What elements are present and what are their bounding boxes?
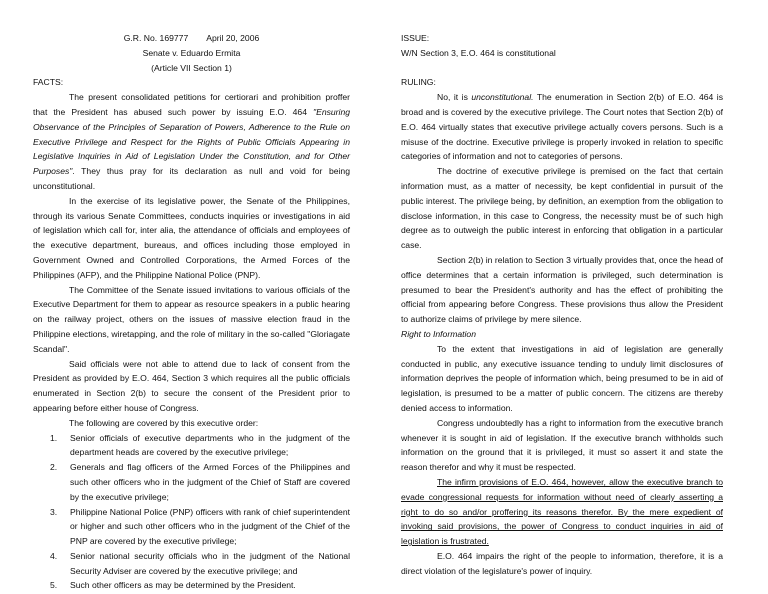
left-column	[33, 0, 350, 593]
list-text: Such other officers as may be determined by the President.	[70, 580, 296, 591]
list-intro: The following are covered by this executive order:	[69, 417, 259, 428]
list-number: 4.	[50, 550, 58, 561]
issue-text: W/N Section 3, E.O. 464 is constitutional	[401, 47, 556, 58]
facts-paragraph-1	[33, 90, 350, 194]
case-article: (Article VII Section 1)	[151, 62, 232, 73]
list-text: Philippine National Police (PNP) officers with rank of chief superintendent or higher and such other officers who in the judgment of the Chief of the PNP are covered by the executive privilege;	[70, 506, 350, 547]
list-number: 5.	[50, 580, 58, 591]
ruling-heading: RULING:	[401, 77, 436, 88]
ruling-p1-start: No, it is	[437, 92, 472, 103]
list-item	[33, 578, 350, 593]
case-number-line	[33, 31, 350, 46]
list-text: Generals and flag officers of the Armed Forces of the Philippines and such other officers who in the judgment of the Chief of Staff are covered by the executive privilege;	[70, 462, 350, 502]
issue-heading: ISSUE:	[401, 33, 430, 43]
list-text: Senior officials of executive departments who in the judgment of the department heads are covered by the executive privilege;	[70, 432, 350, 458]
right-column	[401, 0, 723, 578]
unconstitutional-italic: unconstitutional.	[471, 92, 534, 103]
covered-officials-list	[33, 431, 350, 594]
list-number: 1.	[50, 432, 58, 443]
ruling-paragraph-3: Section 2(b) in relation to Section 3 virtually provides that, once the head of office determines that a certain information is privileged, such determination is presumed to bear the President's authority and has the effect of prohibiting the official from appearing before Congress. These provisions thus allow the President to authorize claims of privilege by mere silence.	[401, 254, 723, 325]
ruling-p1-text: The enumeration in Section 2(b) of E.O. 464 is broad and is covered by the executive privilege. The Court notes that Section 2(b) of E.O. 464 virtually states that executive privilege actually covers persons. Such is a misuse of the doctrine. Executive privilege is properly invoked in relation to specific categories of information and not to categories of persons.	[401, 92, 723, 162]
ruling-paragraph-2: The doctrine of executive privilege is premised on the fact that certain information must, as a matter of necessity, be kept confidential in pursuit of the public interest. The privilege being, by definition, an exemption from the obligation to disclose information, in this case to Congress, the necessity must be of such high degree as to outweigh the public interest in enforcing that obligation in a particular case.	[401, 166, 723, 251]
case-title: Senate v. Eduardo Ermita	[142, 47, 241, 58]
facts-heading: FACTS:	[33, 77, 64, 88]
ruling-paragraph-1	[401, 90, 723, 164]
ruling-paragraph-underlined: The infirm provisions of E.O. 464, however, allow the executive branch to evade congressional requests for information without need of clearly asserting a right to do so and/or proffering its reasons therefor. By the mere expedient of invoking said provisions, the power of Congress to conduct inquiries in aid of legislation is frustrated.	[401, 476, 723, 547]
list-item	[33, 505, 350, 549]
right-to-information-subheading: Right to Information	[401, 328, 476, 339]
list-item	[33, 549, 350, 579]
facts-paragraph-4: Said officials were not able to attend due to lack of consent from the President as provided by E.O. 464, Section 3 which requires all the public officials enumerated in Section 2(b) to secure the consent of the President prior to appearing before either house of Congress.	[33, 358, 350, 413]
ruling-paragraph-4: To the extent that investigations in aid of legislation are generally conducted in public, any executive issuance tending to unduly limit disclosures of information deprives the people of information which, being presumed to be in aid of legislation, is presumed to be a matter of public concern. The citizens are thereby denied access to information.	[401, 343, 723, 413]
list-number: 2.	[50, 462, 58, 473]
eo-title-italic: "Ensuring Observance of the Principles of Separation of Powers, Adherence to the Rule on Executive Privilege and Respect for the Rights of Public Officials Appearing in Legislative Inquiries in Aid of Legislation Under the Constitution, and for Other Purposes"	[33, 106, 350, 177]
decision-date: April 20, 2006	[206, 33, 260, 43]
ruling-paragraph-7: E.O. 464 impairs the right of the people to information, therefore, it is a direct violation of the legislature's power of inquiry.	[401, 550, 723, 576]
list-item	[33, 460, 350, 504]
list-item	[33, 431, 350, 461]
facts-p1-end: . They thus pray for its declaration as null and void for being unconstitutional.	[33, 166, 350, 191]
facts-paragraph-2: In the exercise of its legislative power, the Senate of the Philippines, through its various Senate Committees, conducts inquiries or investigations in aid of legislation which call for, inter alia, the attendance of officials and employees of the executive department, bureaus, and offices including those employed in Government Owned and Controlled Corporations, the Armed Forces of the Philippines (AFP), and the Philippine National Police (PNP).	[33, 195, 350, 280]
ruling-paragraph-5: Congress undoubtedly has a right to information from the executive branch whenever it is sought in aid of legislation. If the executive branch withholds such information on the ground that it is privileged, it must so assert it and state the reason therefor and why it must be respected.	[401, 417, 723, 473]
list-number: 3.	[50, 506, 58, 517]
gr-number: G.R. No. 169777	[123, 33, 189, 43]
facts-p1-text: The present consolidated petitions for certiorari and prohibition proffer that the President has abused such power by issuing E.O. 464	[33, 92, 350, 117]
list-text: Senior national security officials who in the judgment of the National Security Adviser are covered by the executive privilege; and	[70, 550, 350, 576]
facts-paragraph-3: The Committee of the Senate issued invitations to various officials of the Executive Department for them to appear as resource speakers in a public hearing on the railway project, others on the issues of massive election fraud in the Philippine elections, wiretapping, and the role of military in the so-called "Gloriagate Scandal".	[33, 284, 350, 354]
